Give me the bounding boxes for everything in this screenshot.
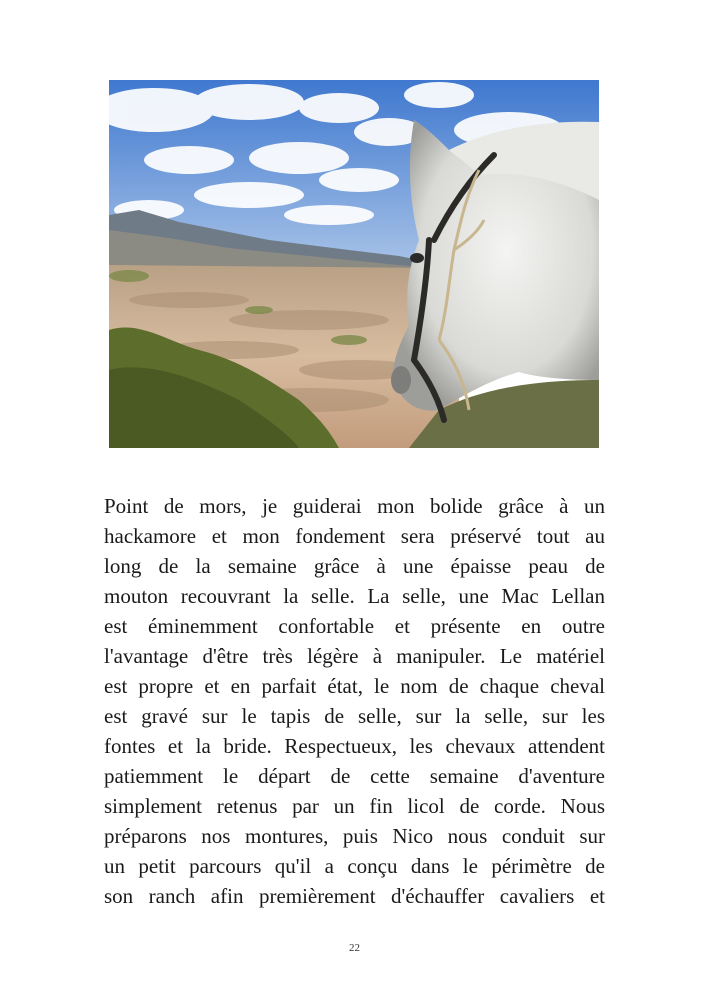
text-line: simplement retenus par un fin licol de corde. Nous	[104, 794, 605, 818]
text-line: fontes et la bride. Respectueux, les chevaux attendent	[104, 734, 605, 758]
text-line: patiemment le départ de cette semaine d'aventure	[104, 764, 605, 788]
text-line: est propre et en parfait état, le nom de chaque cheval	[104, 674, 605, 698]
text-line: préparons nos montures, puis Nico nous conduit sur	[104, 824, 605, 848]
horse-landscape-photo	[109, 80, 599, 448]
text-line: est gravé sur le tapis de selle, sur la selle, sur les	[104, 704, 605, 728]
text-line: est éminemment confortable et présente en outre	[104, 614, 605, 638]
text-line: Point de mors, je guiderai mon bolide grâce à un	[104, 494, 605, 518]
body-paragraph	[104, 491, 605, 911]
text-line: mouton recouvrant la selle. La selle, une Mac Lellan	[104, 584, 605, 608]
text-line: long de la semaine grâce à une épaisse peau de	[104, 554, 605, 578]
text-line: hackamore et mon fondement sera préservé tout au	[104, 524, 605, 548]
page-number: 22	[349, 942, 360, 954]
text-line: l'avantage d'être très légère à manipuler. Le matériel	[104, 644, 605, 668]
text-line: son ranch afin premièrement d'échauffer cavaliers et	[104, 884, 605, 908]
text-line: un petit parcours qu'il a conçu dans le périmètre de	[104, 854, 605, 878]
